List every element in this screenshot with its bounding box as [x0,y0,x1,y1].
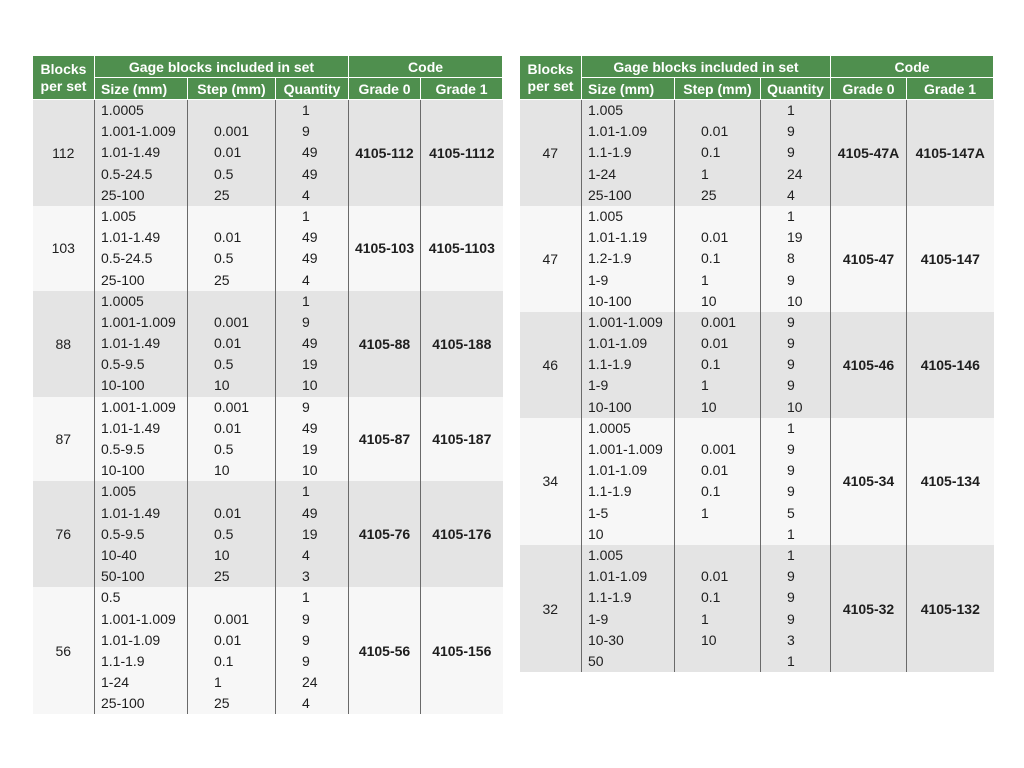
qty-value: 9 [787,589,795,606]
qty-column-cell [276,481,349,587]
size-header: Size (mm) [95,78,188,100]
table-row [33,481,503,587]
table-row [520,418,994,545]
qty-value: 10 [302,462,318,479]
step-value: 0.01 [214,144,242,161]
step-value: 1 [701,271,709,288]
size-column-cell [95,100,188,206]
step-value: 1 [701,504,709,521]
included-in-set-header: Gage blocks included in set [582,56,831,78]
qty-column-cell [761,206,831,312]
table-row [33,397,503,482]
qty-value: 24 [787,165,803,182]
qty-value: 1 [302,483,310,500]
blocks-per-set-cell: 76 [33,481,95,587]
qty-value: 9 [787,271,795,288]
gage-set-group [33,206,503,291]
size-value: 1.001-1.009 [588,313,663,330]
table-row [520,206,994,312]
size-column-cell [582,100,675,206]
size-value: 1.01-1.09 [588,123,648,140]
step-column-cell [188,397,276,482]
step-value: 0.5 [214,441,234,457]
table-row [520,100,994,206]
gage-set-group [520,100,994,206]
step-value: 0.5 [214,525,234,542]
grade1-code-cell: 4105-1112 [421,100,503,206]
qty-value: 9 [787,462,795,479]
qty-value: 19 [302,441,318,457]
gage-set-group [520,545,994,672]
size-value: 0.5-24.5 [101,165,153,182]
blocks-per-set-cell: 46 [520,312,582,418]
qty-value: 4 [302,186,310,203]
qty-value: 9 [787,441,795,457]
step-column-cell [188,587,276,714]
blocks-per-set-cell: 47 [520,206,582,312]
quantity-header: Quantity [761,78,831,100]
qty-value: 9 [302,652,310,669]
size-value: 1-5 [588,504,609,521]
qty-value: 49 [302,229,318,246]
size-value: 10-30 [588,631,624,648]
qty-value: 49 [302,335,318,352]
qty-value: 9 [302,398,310,415]
step-column-cell [188,481,276,587]
gage-set-group [520,206,994,312]
size-value: 1-9 [588,271,609,288]
size-column-cell [95,206,188,291]
step-value: 0.1 [214,652,234,669]
step-column-cell [188,100,276,206]
size-value: 1.2-1.9 [588,250,632,267]
step-value: 0.5 [214,250,234,267]
step-value: 0.5 [214,165,234,182]
gage-set-group [33,291,503,397]
gage-set-group [33,481,503,587]
size-value: 0.5 [101,589,121,606]
grade1-code-cell: 4105-1103 [421,206,503,291]
step-value: 0.1 [701,144,721,161]
size-value: 1.01-1.49 [101,504,161,521]
size-value: 10 [588,525,604,542]
step-value: 0.001 [214,398,250,415]
size-value: 1.01-1.19 [588,229,648,246]
size-value: 1.01-1.49 [101,229,161,246]
step-column-cell [188,206,276,291]
step-column-cell [188,291,276,397]
qty-value: 3 [787,631,795,648]
step-value: 0.01 [214,504,242,521]
grade1-code-cell: 4105-187 [421,397,503,482]
step-value [675,206,760,227]
step-column-cell [675,545,761,672]
grade0-code-cell: 4105-87 [349,397,421,482]
step-column-cell [675,312,761,418]
table-row [33,100,503,206]
grade1-code-cell: 4105-188 [421,291,503,397]
size-column-cell [582,545,675,672]
qty-value: 9 [787,356,795,373]
step-value: 0.01 [701,462,729,479]
qty-value: 24 [302,674,318,691]
size-column-cell [95,587,188,714]
qty-value: 1 [302,589,310,606]
size-value: 10-100 [101,462,145,479]
blocks-per-set-header: Blocks per set [520,56,582,100]
size-value: 1.0005 [588,419,631,436]
grade0-code-cell: 4105-47A [831,100,907,206]
grade1-header: Grade 1 [421,78,503,100]
size-value: 1.0005 [101,102,144,118]
code-header: Code [831,56,994,78]
qty-value: 10 [787,398,803,415]
size-value: 10-100 [588,292,632,309]
grade1-header: Grade 1 [907,78,994,100]
size-value: 1.001-1.009 [101,313,176,330]
gage-set-group [33,100,503,206]
qty-value: 9 [787,610,795,627]
step-header: Step (mm) [675,78,761,100]
size-value: 25-100 [588,186,632,203]
size-column-cell [582,418,675,545]
grade0-code-cell: 4105-56 [349,587,421,714]
qty-value: 5 [787,504,795,521]
size-value: 25-100 [101,695,145,712]
grade1-code-cell: 4105-132 [907,545,994,672]
step-value: 10 [701,631,717,648]
gage-block-table-left [32,55,503,714]
step-value: 0.1 [701,483,721,500]
qty-value: 19 [302,356,318,373]
table-row [33,291,503,397]
step-value: 0.01 [214,335,242,352]
step-value: 25 [214,568,230,585]
step-value: 0.01 [214,229,242,246]
blocks-per-set-cell: 103 [33,206,95,291]
step-value [675,545,760,566]
qty-value: 1 [787,546,795,563]
included-in-set-header: Gage blocks included in set [95,56,349,78]
step-value [188,291,275,312]
qty-value: 49 [302,250,318,267]
qty-column-cell [276,587,349,714]
size-value: 50-100 [101,568,145,585]
step-value: 0.001 [214,610,250,627]
grade0-header: Grade 0 [831,78,907,100]
step-value: 0.01 [214,419,242,436]
grade1-code-cell: 4105-176 [421,481,503,587]
step-column-cell [675,206,761,312]
size-value: 1.005 [101,483,137,500]
step-value: 0.001 [701,441,737,457]
qty-value: 4 [302,271,310,288]
qty-value: 49 [302,144,318,161]
step-value: 1 [701,610,709,627]
qty-value: 9 [787,335,795,352]
size-value: 1-24 [101,674,130,691]
qty-value: 9 [787,377,795,394]
gage-block-table-right [519,55,994,672]
size-value: 1.01-1.09 [588,335,648,352]
step-value: 1 [701,165,709,182]
blocks-per-set-cell: 112 [33,100,95,206]
step-value: 0.01 [214,631,242,648]
step-value: 10 [701,292,717,309]
gage-set-group [33,397,503,482]
gage-set-group [520,418,994,545]
step-value: 0.01 [701,229,729,246]
size-value: 1.0005 [101,292,144,309]
qty-value: 9 [787,568,795,585]
step-value: 25 [214,695,230,712]
qty-value: 9 [302,123,310,140]
step-value: 0.1 [701,589,721,606]
grade1-code-cell: 4105-156 [421,587,503,714]
size-value: 25-100 [101,271,145,288]
qty-value: 49 [302,504,318,521]
step-value: 0.001 [214,123,250,140]
step-column-cell [675,100,761,206]
qty-value: 19 [787,229,803,246]
qty-value: 4 [787,186,795,203]
step-column-cell [675,418,761,545]
grade1-code-cell: 4105-147A [907,100,994,206]
qty-value: 9 [302,610,310,627]
size-value: 25-100 [101,186,145,203]
qty-value: 1 [787,652,795,669]
grade1-code-cell: 4105-146 [907,312,994,418]
grade0-code-cell: 4105-76 [349,481,421,587]
step-header: Step (mm) [188,78,276,100]
size-value: 10-40 [101,546,137,563]
size-value: 1.001-1.009 [101,398,176,415]
size-value: 1.1-1.9 [588,144,632,161]
qty-value: 1 [302,207,310,224]
size-value: 1.005 [101,207,137,224]
step-value [188,206,275,227]
size-value: 1-9 [588,377,609,394]
size-column-cell [95,291,188,397]
qty-value: 10 [787,292,803,309]
qty-value: 4 [302,546,310,563]
qty-column-cell [761,312,831,418]
qty-value: 1 [787,525,795,542]
blocks-per-set-cell: 34 [520,418,582,545]
size-value: 1.1-1.9 [588,356,632,373]
qty-value: 1 [787,419,795,436]
step-value: 1 [701,377,709,394]
size-value: 0.5-9.5 [101,525,145,542]
step-value: 0.01 [701,568,729,585]
step-value: 0.01 [701,123,729,140]
qty-column-cell [276,397,349,482]
qty-value: 4 [302,695,310,712]
qty-value: 1 [787,102,795,118]
size-value: 10-100 [101,377,145,394]
qty-column-cell [276,100,349,206]
size-value: 1.01-1.49 [101,144,161,161]
qty-value: 3 [302,568,310,585]
step-value: 1 [214,674,222,691]
size-column-cell [95,397,188,482]
step-value [188,100,275,121]
size-value: 0.5-9.5 [101,356,145,373]
size-value: 0.5-24.5 [101,250,153,267]
size-value: 1.001-1.009 [588,441,663,457]
qty-column-cell [761,100,831,206]
step-value: 25 [214,271,230,288]
step-value: 10 [214,377,230,394]
quantity-header: Quantity [276,78,349,100]
qty-value: 9 [302,313,310,330]
qty-value: 49 [302,165,318,182]
qty-value: 10 [302,377,318,394]
size-value: 0.5-9.5 [101,441,145,457]
size-value: 1.1-1.9 [588,589,632,606]
step-value: 0.1 [701,356,721,373]
blocks-per-set-header: Blocks per set [33,56,95,100]
table-row [33,587,503,714]
size-column-cell [582,206,675,312]
step-value: 0.1 [701,250,721,267]
size-value: 50 [588,652,604,669]
grade0-code-cell: 4105-103 [349,206,421,291]
grade0-code-cell: 4105-47 [831,206,907,312]
step-value: 10 [214,462,230,479]
size-value: 1.01-1.09 [588,462,648,479]
grade1-code-cell: 4105-147 [907,206,994,312]
step-value: 0.001 [701,313,737,330]
step-value: 0.001 [214,313,250,330]
qty-value: 19 [302,525,318,542]
blocks-per-set-cell: 56 [33,587,95,714]
qty-column-cell [761,545,831,672]
size-value: 1.01-1.09 [588,568,648,585]
size-value: 1-9 [588,610,609,627]
qty-value: 1 [787,207,795,224]
table-row [33,206,503,291]
step-value [675,100,760,121]
blocks-per-set-cell: 87 [33,397,95,482]
blocks-per-set-cell: 47 [520,100,582,206]
size-value: 1.01-1.49 [101,419,161,436]
size-value: 1-24 [588,165,617,182]
qty-value: 9 [787,483,795,500]
qty-column-cell [276,206,349,291]
size-value: 1.001-1.009 [101,610,176,627]
step-value [675,524,760,545]
grade0-code-cell: 4105-112 [349,100,421,206]
size-value: 1.005 [588,546,624,563]
qty-value: 1 [302,102,310,118]
qty-value: 9 [787,123,795,140]
qty-column-cell [761,418,831,545]
grade0-code-cell: 4105-88 [349,291,421,397]
size-value: 10-100 [588,398,632,415]
size-value: 1.005 [588,207,624,224]
qty-value: 9 [787,144,795,161]
gage-set-group [520,312,994,418]
table-row [520,312,994,418]
qty-value: 1 [302,292,310,309]
step-value: 0.01 [701,335,729,352]
size-value: 1.001-1.009 [101,123,176,140]
step-value [188,587,275,608]
table-row [520,545,994,672]
blocks-per-set-cell: 88 [33,291,95,397]
size-value: 1.01-1.09 [101,631,161,648]
grade0-code-cell: 4105-46 [831,312,907,418]
code-header: Code [349,56,503,78]
qty-value: 9 [302,631,310,648]
size-value: 1.1-1.9 [588,483,632,500]
size-column-cell [582,312,675,418]
size-header: Size (mm) [582,78,675,100]
size-value: 1.01-1.49 [101,335,161,352]
size-column-cell [95,481,188,587]
qty-column-cell [276,291,349,397]
grade0-header: Grade 0 [349,78,421,100]
step-value: 0.5 [214,356,234,373]
grade1-code-cell: 4105-134 [907,418,994,545]
step-value [675,418,760,439]
qty-value: 49 [302,419,318,436]
step-value [675,651,760,672]
step-value: 25 [214,186,230,203]
gage-set-group [33,587,503,714]
grade0-code-cell: 4105-32 [831,545,907,672]
step-value: 10 [701,398,717,415]
blocks-per-set-cell: 32 [520,545,582,672]
step-value [188,481,275,502]
size-value: 1.005 [588,102,624,118]
qty-value: 9 [787,313,795,330]
size-value: 1.1-1.9 [101,652,145,669]
grade0-code-cell: 4105-34 [831,418,907,545]
step-value: 25 [701,186,717,203]
step-value: 10 [214,546,230,563]
qty-value: 8 [787,250,795,267]
